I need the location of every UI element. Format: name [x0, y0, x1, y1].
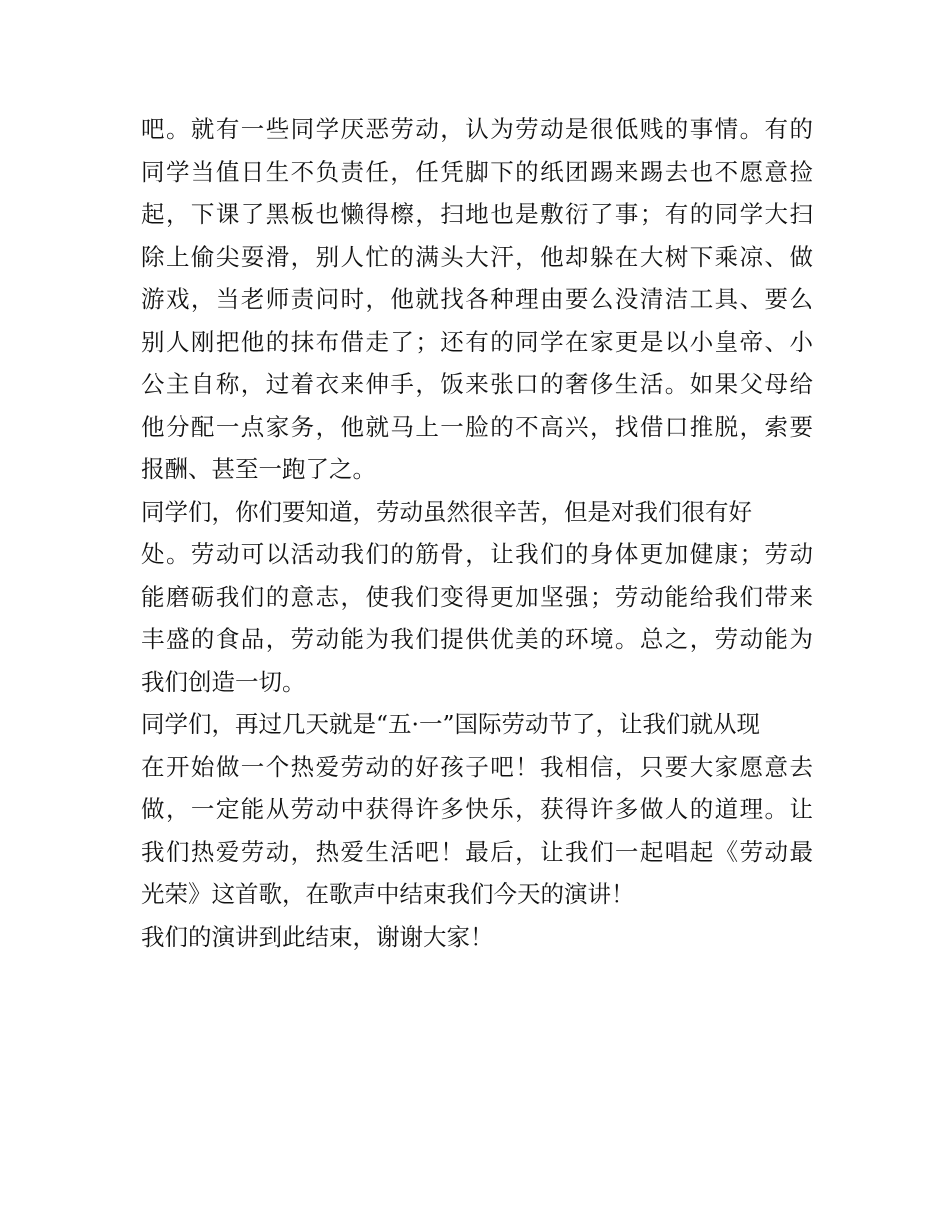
- paragraph-1: [141, 108, 813, 491]
- text-line: 游戏，当老师责问时，他就找各种理由要么没清洁工具、要么: [141, 285, 813, 313]
- text-line: 别人刚把他的抹布借走了；还有的同学在家更是以小皇帝、小: [141, 327, 813, 356]
- paragraph-2: [141, 491, 813, 704]
- text-line: 我们热爱劳动，热爱生活吧！最后，让我们一起唱起《劳动最: [141, 837, 813, 866]
- text-line: 光荣》这首歌，在歌声中结束我们今天的演讲！: [141, 880, 635, 908]
- text-line: 同学当值日生不负责任，任凭脚下的纸团踢来踢去也不愿意捡: [141, 157, 813, 186]
- text-line: 能磨砺我们的意志，使我们变得更加坚强；劳动能给我们带来: [141, 582, 813, 611]
- text-line: 同学们，你们要知道，劳动虽然很辛苦，但是对我们很有好: [141, 497, 752, 526]
- text-line: 起，下课了黑板也懒得檫，扫地也是敷衍了事；有的同学大扫: [141, 200, 813, 228]
- text-line: 除上偷尖耍滑，别人忙的满头大汗，他却躲在大树下乘凉、做: [141, 242, 813, 271]
- paragraph-4: [141, 916, 813, 959]
- text-line: 丰盛的食品，劳动能为我们提供优美的环境。总之，劳动能为: [141, 625, 813, 653]
- text-line: 他分配一点家务，他就马上一脸的不高兴，找借口推脱，索要: [141, 412, 813, 441]
- text-line: 同学们，再过几天就是“五·一”国际劳动节了，让我们就从现: [141, 710, 760, 738]
- paragraph-3: [141, 703, 813, 916]
- text-line: 处。劳动可以活动我们的筋骨，让我们的身体更加健康；劳动: [141, 540, 813, 568]
- text-line: 报酬、甚至一跑了之。: [141, 455, 376, 483]
- speech-text: [141, 108, 813, 958]
- text-line: 我们的演讲到此结束，谢谢大家！: [141, 922, 494, 951]
- text-line: 我们创造一切。: [141, 667, 306, 696]
- text-line: 做，一定能从劳动中获得许多快乐，获得许多做人的道理。让: [141, 795, 813, 823]
- text-line: 公主自称，过着衣来伸手，饭来张口的奢侈生活。如果父母给: [141, 370, 813, 398]
- text-line: 在开始做一个热爱劳动的好孩子吧！我相信，只要大家愿意去: [141, 752, 813, 781]
- text-line: 吧。就有一些同学厌恶劳动，认为劳动是很低贱的事情。有的: [141, 115, 813, 143]
